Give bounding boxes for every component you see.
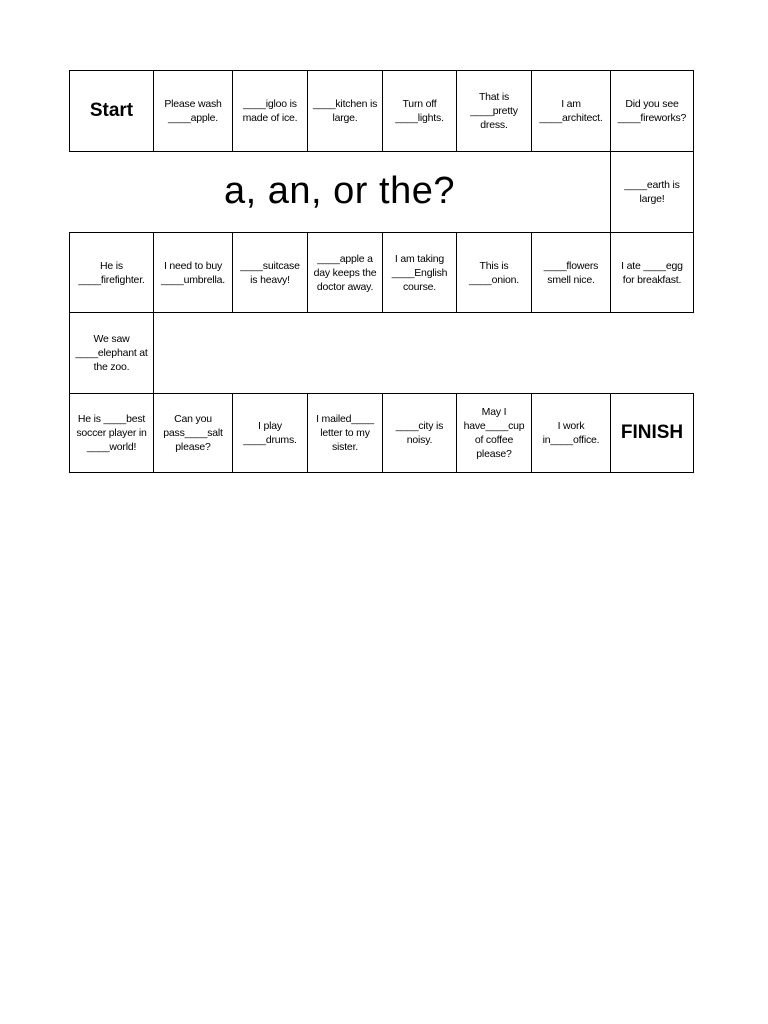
board-cell [232, 393, 308, 473]
board-cell [531, 70, 611, 152]
cell-sentence: I ate ____egg for breakfast. [621, 259, 683, 286]
cell-sentence: I need to buy ____umbrella. [161, 259, 225, 286]
board-cell [69, 393, 154, 473]
cell-sentence: I play ____drums. [243, 420, 297, 446]
cell-sentence: Can you pass____salt please? [163, 413, 223, 453]
board-cell [456, 393, 532, 473]
cell-sentence: ____igloo is made of ice. [242, 98, 298, 124]
cell-sentence: I am ____architect. [539, 98, 603, 124]
start-label: Start [89, 100, 134, 121]
cell-sentence: I mailed____ letter to my sister. [316, 413, 374, 453]
board-cell [382, 70, 457, 152]
board-cell [307, 393, 383, 473]
board-cell [307, 232, 383, 313]
cell-sentence: Did you see ____fireworks? [617, 98, 687, 124]
finish-label: FINISH [620, 422, 684, 443]
cell-sentence: He is ____best soccer player in ____world! [76, 413, 147, 453]
board-cell [456, 70, 532, 152]
cell-sentence: ____earth is large! [624, 179, 680, 205]
board-cell [69, 232, 154, 313]
start-cell [69, 70, 154, 152]
board-cell [307, 70, 383, 152]
cell-sentence: I am taking ____English course. [391, 252, 448, 293]
cell-sentence: This is ____onion. [469, 259, 519, 286]
board-cell [69, 312, 154, 394]
board-cell [610, 232, 694, 313]
cell-sentence: ____flowers smell nice. [543, 259, 599, 286]
board-cell [382, 393, 457, 473]
cell-sentence: We saw ____elephant at the zoo. [75, 333, 148, 373]
board-cell [153, 232, 233, 313]
board-cell [232, 70, 308, 152]
board-cell [531, 393, 611, 473]
cell-sentence: He is ____firefighter. [78, 259, 145, 286]
cell-sentence: I work in____office. [542, 420, 600, 446]
cell-sentence: ____city is noisy. [395, 420, 444, 446]
finish-cell [610, 393, 694, 473]
board-cell [153, 393, 233, 473]
cell-sentence: ____kitchen is large. [312, 98, 378, 124]
board-cell [456, 232, 532, 313]
cell-sentence: Turn off ____lights. [395, 98, 444, 124]
board-cell [382, 232, 457, 313]
board-cell [610, 151, 694, 233]
board-cell [610, 70, 694, 152]
cell-sentence: May I have____cup of coffee please? [463, 406, 525, 460]
board-cell [531, 232, 611, 313]
board-cell [153, 70, 233, 152]
cell-sentence: ____apple a day keeps the doctor away. [313, 252, 377, 293]
board-cell [232, 232, 308, 313]
cell-sentence: ____suitcase is heavy! [240, 259, 300, 286]
cell-sentence: That is ____pretty dress. [470, 91, 518, 131]
cell-sentence: Please wash ____apple. [164, 98, 222, 124]
game-board [69, 70, 694, 473]
worksheet-title: a, an, or the? [224, 170, 455, 212]
